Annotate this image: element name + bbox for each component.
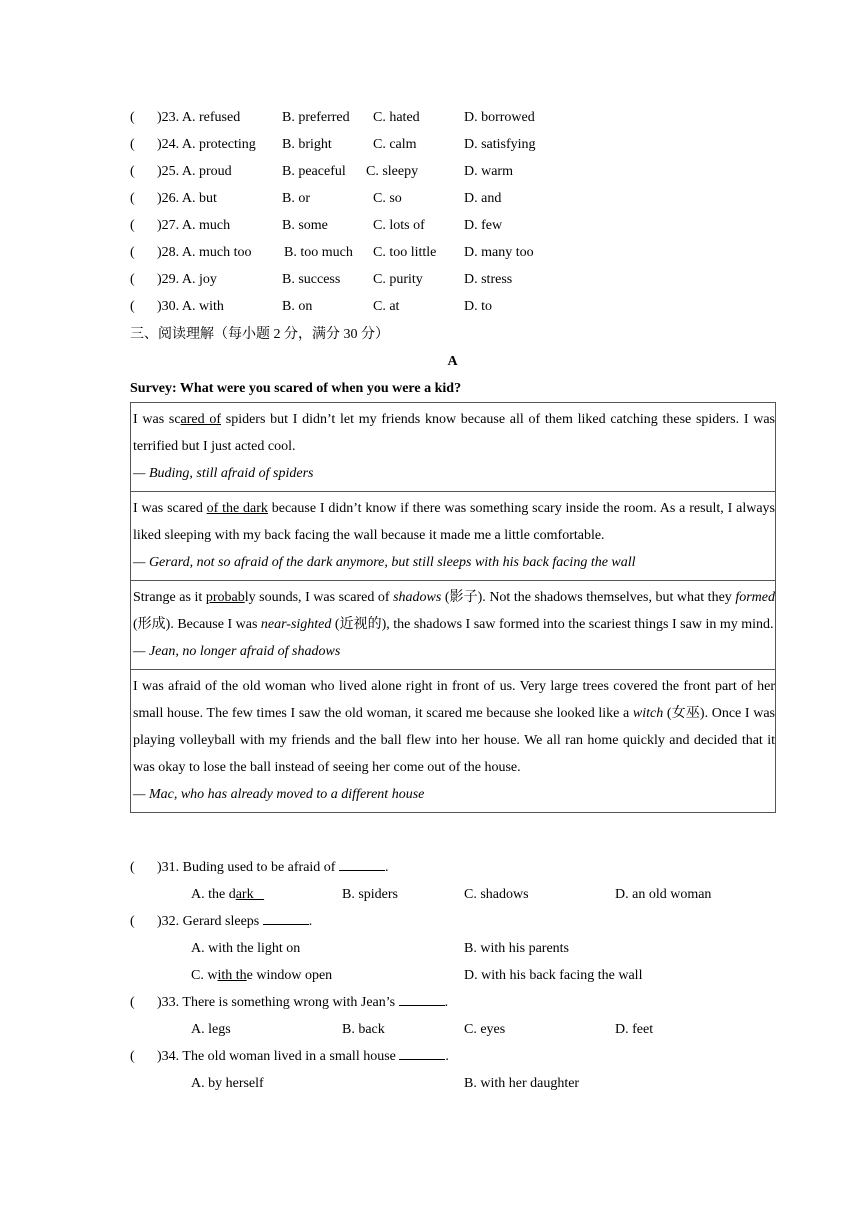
- cloze-option-d: D. to: [464, 299, 492, 314]
- entry-text: I was sc: [133, 412, 181, 427]
- option-32-a: A. with the light on: [191, 941, 301, 956]
- question-33: [157, 993, 448, 1013]
- question-period: .: [384, 860, 389, 875]
- option-text: ark: [235, 887, 265, 902]
- answer-paren: (: [130, 137, 135, 152]
- entry-text: (形成). Because I was: [133, 617, 261, 632]
- answer-paren: (: [130, 110, 135, 125]
- option-31-d: D. an old woman: [615, 887, 712, 902]
- question-text: )33. There is something wrong with Jean’s: [157, 995, 396, 1010]
- survey-entry-buding: [131, 403, 776, 492]
- cloze-option-a: )27. A. much: [157, 218, 231, 233]
- question-period: .: [445, 1049, 449, 1064]
- answer-paren: (: [130, 164, 135, 179]
- answer-paren: (: [130, 860, 135, 875]
- cloze-option-c: C. too little: [373, 245, 437, 260]
- cloze-option-b: B. too much: [284, 245, 353, 260]
- option-text: e window open: [246, 968, 333, 983]
- entry-signature: — Buding, still afraid of spiders: [133, 466, 314, 481]
- entry-text: (女巫). Once I was playing volleyball with my friends and the ball flew into her house. We all ran home quickly and decided that it was okay to lose the ball instead of seeing her come out of the house.: [133, 706, 775, 775]
- cloze-option-a: )29. A. joy: [157, 272, 217, 287]
- cloze-option-c: C. sleepy: [366, 164, 419, 179]
- cloze-option-c: C. lots of: [373, 218, 425, 233]
- option-31-c: C. shadows: [464, 887, 529, 902]
- cloze-option-a: )24. A. protecting: [157, 137, 256, 152]
- cloze-option-b: B. some: [282, 218, 328, 233]
- option-31-a: [191, 885, 264, 905]
- option-33-c: C. eyes: [464, 1022, 506, 1037]
- cloze-option-c: C. so: [373, 191, 402, 206]
- cloze-option-b: B. peaceful: [282, 164, 346, 179]
- cloze-option-d: D. few: [464, 218, 503, 233]
- cloze-option-b: B. on: [282, 299, 313, 314]
- passage-label: A: [447, 354, 458, 369]
- cloze-option-c: C. at: [373, 299, 400, 314]
- answer-blank[interactable]: [399, 993, 445, 1006]
- answer-blank[interactable]: [399, 1047, 445, 1060]
- option-34-a: A. by herself: [191, 1076, 264, 1091]
- cloze-option-b: B. bright: [282, 137, 332, 152]
- question-31: [157, 858, 388, 878]
- question-text: )34. The old woman lived in a small house: [157, 1049, 396, 1064]
- answer-paren: (: [130, 1049, 135, 1064]
- cloze-option-c: C. hated: [373, 110, 420, 125]
- option-33-b: B. back: [342, 1022, 385, 1037]
- entry-text: because I didn’t know if there was something scary inside the room. As a result, I always liked sleeping with my back facing the wall because it made me a little comfortable.: [133, 501, 775, 543]
- entry-text: shadows: [393, 590, 442, 605]
- survey-entry-gerard: [131, 492, 776, 581]
- entry-text: spiders but I didn’t let my friends know because all of them liked catching these spiders. I was terrified but I just acted cool.: [133, 412, 775, 454]
- question-period: .: [308, 914, 313, 929]
- answer-blank[interactable]: [263, 912, 309, 925]
- cloze-option-d: D. warm: [464, 164, 513, 179]
- cloze-option-a: )25. A. proud: [157, 164, 232, 179]
- cloze-option-c: C. purity: [373, 272, 423, 287]
- entry-signature: — Gerard, not so afraid of the dark anymore, but still sleeps with his back facing the wall: [133, 555, 636, 570]
- section-title: 三、阅读理解（每小题 2 分，满分 30 分）: [130, 327, 389, 342]
- cloze-option-d: D. borrowed: [464, 110, 535, 125]
- question-text: )32. Gerard sleeps: [157, 914, 260, 929]
- answer-paren: (: [130, 299, 135, 314]
- entry-text: (影子). Not the shadows themselves, but what they: [441, 590, 736, 605]
- entry-text: I was afraid of the old woman who lived alone right in front of us. Very large trees covered the front part of her small house. The few times I saw the old woman, it scared me because she looked like a: [133, 679, 775, 721]
- survey-title: Survey: What were you scared of when you were a kid?: [130, 381, 462, 396]
- cloze-option-d: D. satisfying: [464, 137, 536, 152]
- option-33-d: D. feet: [615, 1022, 654, 1037]
- entry-text: ly sounds, I was scared of: [244, 590, 394, 605]
- answer-paren: (: [130, 245, 135, 260]
- entry-text: near-sighted: [260, 617, 332, 632]
- option-32-b: B. with his parents: [464, 941, 569, 956]
- option-text: ith th: [217, 968, 247, 983]
- cloze-option-b: B. success: [282, 272, 341, 287]
- option-32-d: D. with his back facing the wall: [464, 968, 643, 983]
- cloze-option-d: D. stress: [464, 272, 513, 287]
- question-period: .: [444, 995, 449, 1010]
- entry-text: I was scared: [133, 501, 207, 516]
- cloze-option-d: D. and: [464, 191, 502, 206]
- answer-paren: (: [130, 914, 135, 929]
- survey-table: [130, 402, 776, 813]
- entry-text: formed: [735, 590, 775, 605]
- cloze-option-a: )23. A. refused: [157, 110, 241, 125]
- entry-signature: — Jean, no longer afraid of shadows: [133, 644, 341, 659]
- survey-entry-jean: [131, 581, 776, 670]
- entry-text: (近视的), the shadows I saw formed into the scariest things I saw in my mind.: [331, 617, 774, 632]
- answer-blank[interactable]: [339, 858, 385, 871]
- question-32: [157, 912, 312, 932]
- cloze-option-a: )30. A. with: [157, 299, 224, 314]
- entry-text: of the dark: [206, 501, 268, 516]
- cloze-option-b: B. preferred: [282, 110, 350, 125]
- question-34: [157, 1047, 449, 1067]
- option-33-a: A. legs: [191, 1022, 231, 1037]
- option-32-c: [191, 966, 332, 986]
- entry-text: Strange as it: [133, 590, 206, 605]
- option-text: A. the d: [191, 887, 236, 902]
- answer-paren: (: [130, 272, 135, 287]
- survey-entry-mac: [131, 670, 776, 813]
- cloze-option-c: C. calm: [373, 137, 417, 152]
- answer-paren: (: [130, 995, 135, 1010]
- entry-signature: — Mac, who has already moved to a different house: [133, 787, 425, 802]
- answer-paren: (: [130, 218, 135, 233]
- cloze-option-d: D. many too: [464, 245, 534, 260]
- option-34-b: B. with her daughter: [464, 1076, 580, 1091]
- entry-text: probab: [205, 590, 245, 605]
- cloze-option-a: )26. A. but: [157, 191, 217, 206]
- option-text: C. w: [191, 968, 218, 983]
- cloze-option-b: B. or: [282, 191, 310, 206]
- entry-text: witch: [632, 706, 664, 721]
- entry-text: ared of: [180, 412, 222, 427]
- answer-paren: (: [130, 191, 135, 206]
- question-text: )31. Buding used to be afraid of: [157, 860, 336, 875]
- cloze-option-a: )28. A. much too: [157, 245, 252, 260]
- option-31-b: B. spiders: [342, 887, 398, 902]
